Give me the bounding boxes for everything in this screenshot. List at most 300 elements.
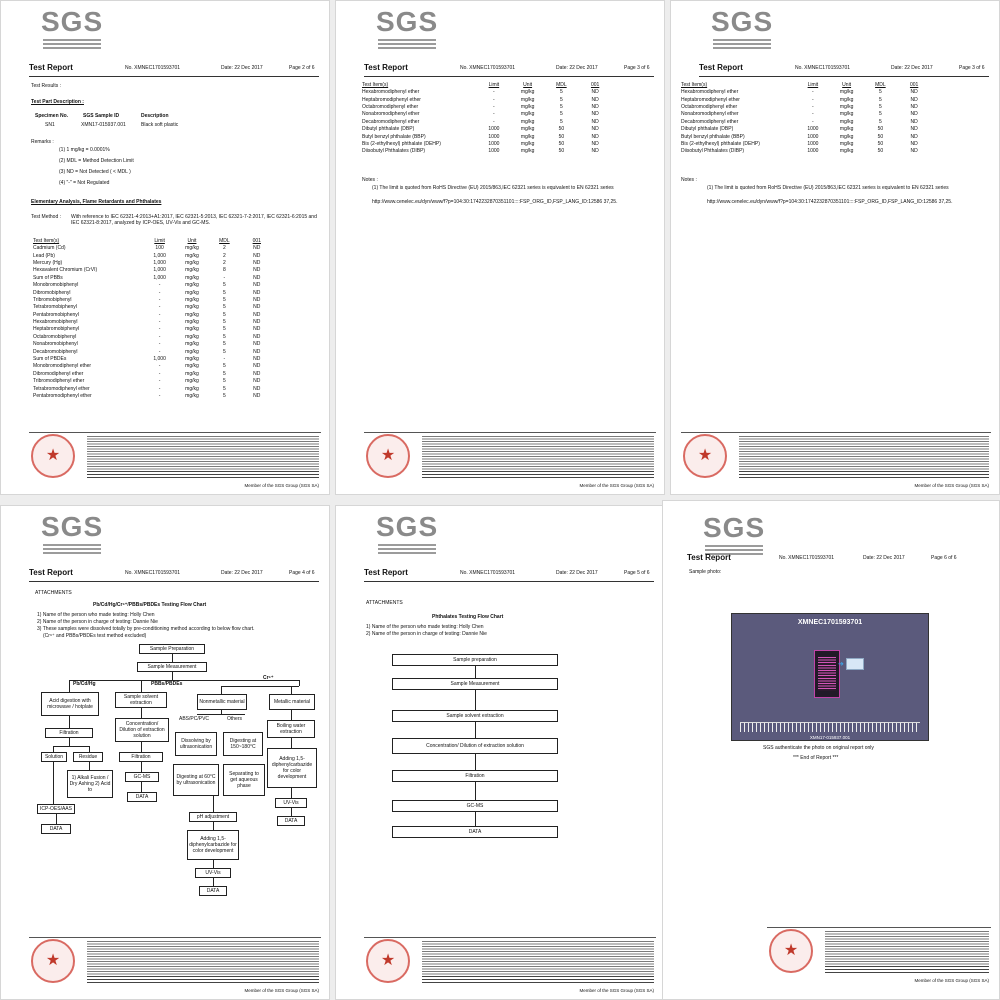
table-cell: ND — [253, 385, 261, 392]
company-seal — [366, 939, 410, 983]
company-seal — [31, 939, 75, 983]
notes-text: (1) The limit is quoted from RoHS Directive (EU) 2015/863,IEC 62321 series is equivalent to EN 62321 series — [707, 185, 949, 191]
table-cell: ND — [253, 348, 261, 355]
remarks-label: Remarks : — [31, 139, 54, 145]
table-row — [33, 260, 273, 267]
table-cell: - — [493, 103, 495, 110]
report-footer — [29, 428, 321, 486]
page-number: Page 3 of 6 — [624, 65, 650, 71]
flow-residue: Residue — [73, 752, 103, 762]
table-cell: mg/kg — [185, 385, 199, 392]
table-cell: - — [223, 356, 226, 363]
table-cell: - — [812, 118, 814, 125]
table-cell: ND — [910, 133, 918, 140]
table-cell: mg/kg — [839, 103, 854, 110]
table-cell: Tetrabromobiphenyl — [33, 304, 77, 311]
table-cell: Hexabromodiphenyl ether — [362, 89, 420, 96]
notes-url[interactable]: http://www.cenelec.eu/dyn/www/f?p=104:30:1742232870351101::::FSP_ORG_ID,FSP_LANG_ID:12586 37,25. — [707, 199, 953, 205]
table-cell: 1,000 — [153, 356, 166, 363]
table-cell: mg/kg — [185, 378, 199, 385]
table-cell: mg/kg — [185, 289, 199, 296]
table-cell: - — [812, 111, 814, 118]
table-cell: mg/kg — [185, 311, 199, 318]
table-cell: ND — [253, 289, 261, 296]
table-row — [33, 393, 273, 400]
header-rule — [364, 76, 654, 77]
table-cell: - — [158, 363, 161, 370]
table-cell: 5 — [878, 96, 882, 103]
description-header: Description — [141, 113, 169, 119]
flow-item-1: 1) Name of the person who made testing: Holly Chen — [37, 612, 155, 618]
report-page-3 — [335, 0, 665, 495]
table-cell: Hexabromodiphenyl ether — [681, 89, 739, 96]
flow-step-4: Concentration/ Dilution of extraction solution — [392, 738, 558, 754]
header-rule — [29, 581, 319, 582]
header-rule — [364, 581, 654, 582]
table-cell: ND — [253, 319, 261, 326]
table-cell: - — [158, 282, 161, 289]
company-seal — [683, 434, 727, 478]
flow-diphenylcarbazide-2: Adding 1,5-diphenylcarbazide for color development — [267, 748, 317, 788]
method-text: With reference to IEC 62321-4:2013+A1:2017, IEC 62321-5:2013, IEC 62321-7-2:2017, IEC 62321-6:2015 and IEC 62321-8:2017, analyzed by ICP-OES, UV-Vis and GC-MS. — [71, 214, 317, 226]
flow-data-4: DATA — [277, 816, 305, 826]
page-number: Page 3 of 6 — [959, 65, 985, 71]
flow-step-7: DATA — [392, 826, 558, 838]
table-cell: ND — [253, 363, 261, 370]
table-cell: Dibromobiphenyl — [33, 289, 71, 296]
report-title: Test Report — [364, 568, 408, 577]
notes-url[interactable]: http://www.cenelec.eu/dyn/www/f?p=104:30:1742232870351101::::FSP_ORG_ID,FSP_LANG_ID:12586 37,25. — [372, 199, 618, 205]
report-footer — [767, 923, 991, 981]
table-cell: 2 — [222, 245, 226, 252]
flow-sample-measurement: Sample Measurement — [137, 662, 207, 672]
table-cell: mg/kg — [185, 282, 199, 289]
table-row — [33, 363, 273, 370]
member-text: Member of the SGS Group (SGS SA) — [244, 988, 319, 993]
table-cell: mg/kg — [185, 267, 199, 274]
table-cell: ND — [253, 267, 261, 274]
table-row — [681, 126, 931, 133]
table-cell: ND — [253, 356, 261, 363]
column-header: MDL — [219, 238, 230, 244]
report-date: Date: 22 Dec 2017 — [221, 65, 263, 71]
flow-dissolving: Dissolving by ultrasonication — [175, 732, 217, 756]
table-cell: ND — [910, 111, 918, 118]
address-fine-print — [87, 976, 319, 983]
sgs-logo: SGS — [376, 7, 436, 53]
table-cell: mg/kg — [185, 356, 199, 363]
table-cell: Dibromodiphenyl ether — [33, 370, 84, 377]
table-cell: Sum of PBDEs — [33, 356, 67, 363]
table-cell: mg/kg — [185, 274, 199, 281]
sgs-logo: SGS — [41, 512, 101, 558]
table-cell: 50 — [558, 148, 565, 155]
flow-acid-digestion: Acid digestion with microwave / hotplate — [41, 692, 99, 716]
table-cell: Lead (Pb) — [33, 252, 55, 259]
flow-step-2: Sample Measurement — [392, 678, 558, 690]
company-seal — [366, 434, 410, 478]
table-cell: mg/kg — [185, 348, 199, 355]
table-cell: ND — [591, 118, 599, 125]
table-cell: 50 — [877, 133, 884, 140]
table-cell: Octabromodiphenyl ether — [362, 103, 419, 110]
table-cell: ND — [253, 370, 261, 377]
report-page-6 — [662, 500, 1000, 1000]
table-cell: mg/kg — [520, 140, 535, 147]
table-cell: mg/kg — [185, 341, 199, 348]
table-header-row — [681, 81, 931, 89]
table-row — [362, 104, 612, 111]
terms-fine-print — [422, 436, 654, 470]
table-cell: - — [158, 304, 161, 311]
table-row — [362, 141, 612, 148]
end-of-report: *** End of Report *** — [793, 755, 839, 761]
table-cell: - — [158, 326, 161, 333]
table-row — [33, 267, 273, 274]
table-cell: mg/kg — [520, 103, 535, 110]
table-cell: Heptabromodiphenyl ether — [681, 96, 740, 103]
table-cell: 5 — [222, 385, 226, 392]
column-header: 001 — [590, 82, 600, 88]
table-cell: Tribromodiphenyl ether — [33, 378, 85, 385]
terms-fine-print — [739, 436, 989, 470]
report-number: No. XMNEC1701593701 — [460, 570, 516, 576]
column-header: Test Item(s) — [362, 82, 389, 88]
page-number: Page 5 of 6 — [624, 570, 650, 576]
table-cell: ND — [253, 326, 261, 333]
table-cell: - — [158, 296, 161, 303]
table-row — [362, 89, 612, 96]
table-cell: 5 — [559, 96, 563, 103]
table-row — [362, 133, 612, 140]
flow-chart-title: Phthalates Testing Flow Chart — [432, 614, 504, 620]
table-cell: 5 — [559, 103, 563, 110]
flow-metallic: Metallic material — [269, 694, 315, 710]
table-cell: mg/kg — [520, 96, 535, 103]
specimen-no: SN1 — [45, 122, 55, 128]
table-cell: 5 — [222, 282, 226, 289]
photo-caption: XMN17-015937.001 — [809, 735, 851, 740]
report-header — [364, 568, 654, 580]
flow-sample-preparation: Sample Preparation — [139, 644, 205, 654]
table-cell: mg/kg — [185, 393, 199, 399]
table-cell: ND — [910, 140, 918, 147]
table-row — [33, 385, 273, 392]
table-cell: Cadmium (Cd) — [33, 245, 66, 252]
table-cell: mg/kg — [185, 333, 199, 340]
report-header — [687, 553, 989, 565]
table-cell: ND — [591, 148, 599, 155]
table-cell: ND — [591, 96, 599, 103]
table-row — [33, 371, 273, 378]
table-header-row — [362, 81, 612, 89]
table-cell: ND — [253, 296, 261, 303]
table-cell: Butyl benzyl phthalate (BBP) — [362, 133, 426, 140]
table-cell: Pentabromobiphenyl — [33, 311, 79, 318]
table-cell: ND — [591, 111, 599, 118]
table-cell: ND — [910, 148, 918, 155]
flow-solvent-extraction: Sample solvent extraction — [115, 692, 167, 708]
table-row — [681, 141, 931, 148]
remark-1: (1) 1 mg/kg = 0.0001% — [59, 147, 110, 153]
table-cell: 1000 — [488, 148, 500, 155]
table-cell: 5 — [222, 370, 226, 377]
others-label: Others — [227, 716, 243, 722]
table-row — [33, 341, 273, 348]
table-cell: Nonabromobiphenyl — [33, 341, 78, 348]
report-header — [29, 568, 319, 580]
table-cell: - — [158, 393, 161, 399]
table-cell: - — [158, 348, 161, 355]
table-cell: mg/kg — [520, 111, 535, 118]
table-cell: ND — [910, 96, 918, 103]
table-cell: - — [158, 385, 161, 392]
star-icon: ★ — [45, 952, 61, 969]
table-row — [681, 89, 931, 96]
table-cell: ND — [253, 282, 261, 289]
sample-photo-label: Sample photo: — [689, 569, 722, 575]
table-cell: 1000 — [807, 140, 819, 147]
table-cell: ND — [253, 274, 261, 281]
table-row — [33, 245, 273, 252]
table-cell: - — [158, 370, 161, 377]
table-cell: - — [812, 96, 814, 103]
table-cell: Diisobutyl Phthalates (DIBP) — [362, 148, 426, 155]
table-row — [362, 119, 612, 126]
table-cell: Heptabromobiphenyl — [33, 326, 80, 333]
sample-id: XMN17-015937.001 — [81, 122, 126, 128]
remark-2: (2) MDL = Method Detection Limit — [59, 158, 134, 164]
column-header: Unit — [523, 82, 533, 88]
analysis-title: Elementary Analysis, Flame Retardants and Phthalates — [31, 199, 162, 205]
table-cell: 1000 — [807, 148, 819, 155]
table-cell: mg/kg — [520, 89, 535, 96]
report-number: No. XMNEC1701593701 — [779, 555, 835, 561]
table-cell: Dibutyl phthalate (DBP) — [681, 126, 734, 133]
table-cell: Decabromodiphenyl ether — [362, 118, 420, 125]
table-row — [33, 289, 273, 296]
table-cell: mg/kg — [839, 140, 854, 147]
table-cell: 5 — [222, 348, 226, 355]
notes-text: (1) The limit is quoted from RoHS Directive (EU) 2015/863,IEC 62321 series is equivalent to EN 62321 series — [372, 185, 614, 191]
branch-label-metals: Pb/Cd/Hg — [73, 681, 96, 687]
table-row — [33, 252, 273, 259]
report-page-3-copy — [670, 0, 1000, 495]
report-title: Test Report — [364, 63, 408, 72]
table-cell: ND — [253, 378, 261, 385]
table-cell: Monobromodiphenyl ether — [33, 363, 92, 370]
sgs-logo: SGS — [703, 513, 763, 559]
remark-4: (4) "-" = Not Regulated — [59, 180, 110, 186]
flow-step-6: GC-MS — [392, 800, 558, 812]
table-cell: 1,000 — [153, 267, 166, 274]
flow-step-1: Sample preparation — [392, 654, 558, 666]
star-icon: ★ — [783, 942, 799, 959]
flow-separating: Separating to get aqueous phase — [223, 764, 265, 796]
star-icon: ★ — [45, 447, 61, 464]
flow-item-4: (Cr⁶⁺ and PBBs/PBDEs test method excluded) — [43, 633, 147, 639]
flow-alkali-fusion: 1) Alkali Fusion / Dry Ashing 2) Acid to — [67, 770, 113, 798]
table-row — [33, 334, 273, 341]
terms-fine-print — [87, 436, 319, 470]
table-cell: - — [158, 311, 161, 318]
flow-digesting: Digesting at 150~180°C — [223, 732, 263, 756]
table-row — [33, 378, 273, 385]
table-cell: mg/kg — [839, 96, 854, 103]
column-header: Limit — [154, 238, 165, 244]
results-table-p3 — [362, 81, 612, 156]
table-cell: mg/kg — [520, 133, 535, 140]
table-cell: - — [493, 96, 495, 103]
table-cell: Pentabromodiphenyl ether — [33, 393, 92, 399]
table-cell: mg/kg — [185, 319, 199, 326]
table-cell: Butyl benzyl phthalate (BBP) — [681, 133, 745, 140]
member-text: Member of the SGS Group (SGS SA) — [914, 483, 989, 488]
flow-data-3: DATA — [199, 886, 227, 896]
flow-step-5: Filtration — [392, 770, 558, 782]
table-row — [33, 312, 273, 319]
report-page-5 — [335, 505, 665, 1000]
table-cell: ND — [253, 259, 261, 266]
table-cell: Tetrabromodiphenyl ether — [33, 385, 90, 392]
report-title: Test Report — [29, 568, 73, 577]
flow-nonmetallic: Nonmetallic material — [197, 694, 247, 710]
sample-description: Black soft plastic — [141, 122, 179, 128]
photo-report-id: XMNEC1701593701 — [797, 619, 863, 626]
flow-concentration: Concentration/ Dilution of extraction solution — [115, 718, 169, 742]
flow-boiling-water: Boiling water extraction — [267, 720, 315, 738]
column-header: MDL — [875, 82, 886, 88]
table-row — [362, 111, 612, 118]
black-plastic-sample — [814, 650, 840, 698]
flow-step-3: Sample solvent extraction — [392, 710, 558, 722]
table-cell: ND — [591, 133, 599, 140]
table-cell: Nonabromodiphenyl ether — [362, 111, 420, 118]
report-number: No. XMNEC1701593701 — [460, 65, 516, 71]
results-table-p2 — [33, 237, 273, 400]
column-header: 001 — [252, 238, 261, 244]
terms-fine-print — [825, 931, 989, 965]
column-header: Test Item(s) — [33, 238, 60, 244]
table-cell: mg/kg — [839, 148, 854, 155]
table-cell: 1000 — [488, 140, 500, 147]
table-cell: - — [158, 289, 161, 296]
table-row — [362, 126, 612, 133]
address-fine-print — [739, 471, 989, 478]
member-text: Member of the SGS Group (SGS SA) — [244, 483, 319, 488]
page-number: Page 2 of 6 — [289, 65, 315, 71]
authenticate-note: SGS authenticate the photo on original report only — [763, 745, 874, 751]
report-date: Date: 22 Dec 2017 — [556, 570, 598, 576]
table-cell: 5 — [878, 118, 882, 125]
table-cell: 50 — [558, 133, 565, 140]
ruler-scale — [740, 722, 920, 732]
flow-data-1: DATA — [41, 824, 71, 834]
table-cell: Dibutyl phthalate (DBP) — [362, 126, 415, 133]
address-fine-print — [87, 471, 319, 478]
table-cell: - — [223, 274, 226, 281]
attachments-label: ATTACHMENTS — [35, 590, 72, 596]
report-page-2 — [0, 0, 330, 495]
table-row — [33, 319, 273, 326]
table-cell: mg/kg — [520, 148, 535, 155]
arrow-icon: ➜ — [838, 661, 844, 668]
table-cell: - — [158, 341, 161, 348]
table-cell: Tribromobiphenyl — [33, 296, 72, 303]
results-table-p3 — [681, 81, 931, 156]
table-cell: 2 — [222, 259, 226, 266]
table-row — [33, 275, 273, 282]
table-row — [681, 119, 931, 126]
table-row — [681, 133, 931, 140]
table-cell: Diisobutyl Phthalates (DIBP) — [681, 148, 745, 155]
table-cell: - — [812, 103, 814, 110]
table-cell: ND — [253, 341, 261, 348]
table-cell: - — [493, 89, 495, 96]
table-cell: 50 — [558, 140, 565, 147]
table-row — [681, 148, 931, 155]
report-title: Test Report — [29, 63, 73, 72]
table-cell: ND — [253, 252, 261, 259]
attachments-label: ATTACHMENTS — [366, 600, 403, 606]
flow-ph-adjustment: pH adjustment — [189, 812, 237, 822]
address-fine-print — [422, 471, 654, 478]
table-cell: 1,000 — [153, 259, 166, 266]
table-cell: ND — [910, 126, 918, 133]
report-header — [29, 63, 319, 75]
member-text: Member of the SGS Group (SGS SA) — [914, 978, 989, 983]
table-cell: Nonabromodiphenyl ether — [681, 111, 739, 118]
table-cell: Monobromobiphenyl — [33, 282, 79, 289]
table-cell: ND — [910, 118, 918, 125]
table-cell: 5 — [222, 289, 226, 296]
terms-fine-print — [422, 941, 654, 975]
star-icon: ★ — [380, 447, 396, 464]
page-number: Page 6 of 6 — [931, 555, 957, 561]
table-cell: Decabromobiphenyl — [33, 348, 78, 355]
table-cell: Bis (2-ethylhexyl) phthalate (DEHP) — [681, 140, 760, 147]
company-seal — [31, 434, 75, 478]
table-cell: 5 — [559, 89, 563, 96]
table-cell: mg/kg — [185, 304, 199, 311]
table-cell: mg/kg — [839, 126, 854, 133]
table-cell: 5 — [222, 393, 226, 399]
table-cell: ND — [591, 103, 599, 110]
report-number: No. XMNEC1701593701 — [125, 65, 181, 71]
table-cell: 5 — [878, 103, 882, 110]
method-label: Test Method : — [31, 214, 62, 220]
report-date: Date: 22 Dec 2017 — [221, 570, 263, 576]
table-cell: Octabromodiphenyl ether — [681, 103, 738, 110]
flow-icp-oes: ICP-OES/AAS — [37, 804, 75, 814]
table-cell: 1,000 — [153, 252, 166, 259]
table-cell: ND — [910, 89, 918, 96]
table-cell: - — [158, 333, 161, 340]
table-row — [33, 326, 273, 333]
table-cell: mg/kg — [185, 296, 199, 303]
column-header: 001 — [909, 82, 919, 88]
table-cell: 50 — [877, 140, 884, 147]
table-row — [681, 104, 931, 111]
terms-fine-print — [87, 941, 319, 975]
sgs-logo: SGS — [711, 7, 771, 53]
report-footer — [29, 933, 321, 991]
table-cell: 50 — [877, 148, 884, 155]
table-cell: Hexavalent Chromium (CrVI) — [33, 267, 98, 274]
table-cell: 8 — [222, 267, 226, 274]
table-cell: mg/kg — [520, 126, 535, 133]
report-page-4 — [0, 505, 330, 1000]
